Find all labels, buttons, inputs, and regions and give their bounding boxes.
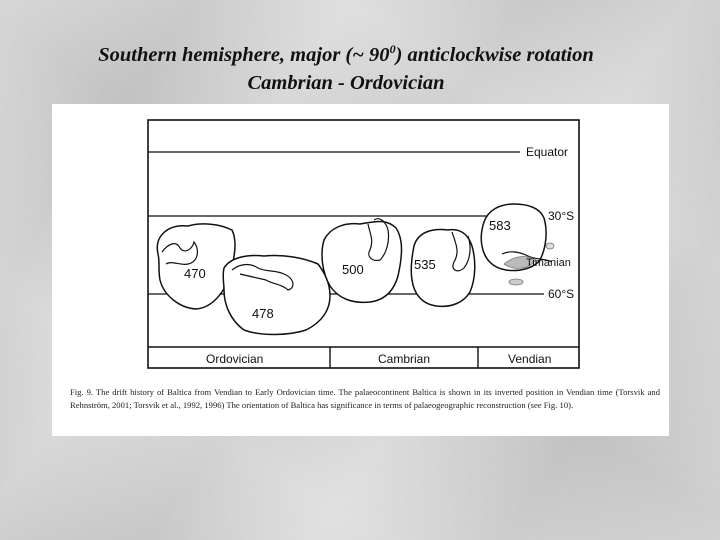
- timanian-fragment: [509, 279, 523, 285]
- timanian-label: Timanian: [526, 257, 571, 269]
- small-island: [546, 243, 554, 249]
- equator-label: Equator: [526, 145, 569, 159]
- slide-title-line-2: Cambrian - Ordovician: [247, 72, 445, 94]
- period-vendian: Vendian: [508, 352, 552, 366]
- figure-caption: Fig. 9. The drift history of Baltica from Vendian to Early Ordovician time. The palaeocontinent Baltica is shown in its inverted position in Vendian time (Torsvik and Rehnström, 2001; Torsvik et al., 1992, 1996) The orientation of Baltica has significance in terms of palaeogeographic reconstruction (see Fig. 10).: [70, 387, 660, 410]
- figure-panel: [52, 104, 669, 436]
- plate-583-label: 583: [489, 218, 511, 233]
- slide-title-line-1: [0, 42, 706, 67]
- title-text-pre: Southern hemisphere, major (~ 90: [98, 43, 390, 66]
- title-superscript: 0: [389, 42, 396, 56]
- period-cambrian: Cambrian: [378, 352, 431, 366]
- plate-478: [223, 255, 330, 334]
- plate-535-label: 535: [414, 257, 436, 272]
- lat60-label: 60°S: [548, 287, 575, 301]
- drift-diagram: [52, 104, 669, 384]
- title-text-post: ) anticlockwise rotation: [395, 43, 594, 66]
- plate-500-label: 500: [342, 262, 364, 277]
- period-ordovician: Ordovician: [206, 352, 264, 366]
- plate-470-label: 470: [184, 266, 206, 281]
- plate-478-label: 478: [252, 306, 274, 321]
- lat30-label: 30°S: [548, 209, 575, 223]
